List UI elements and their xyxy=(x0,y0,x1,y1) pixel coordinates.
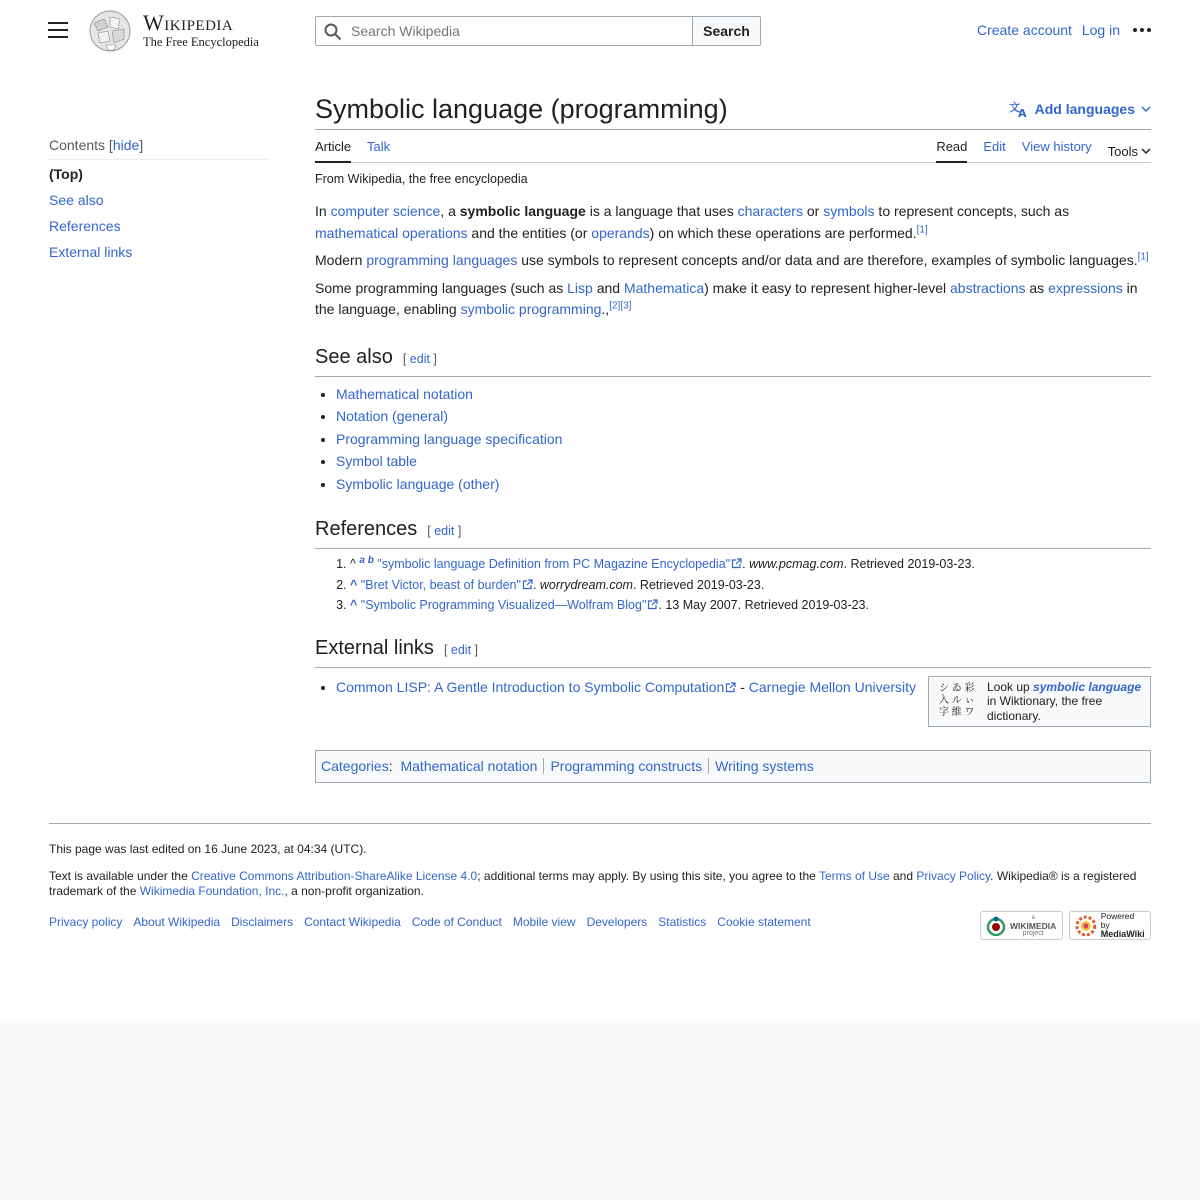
text: and xyxy=(592,279,624,296)
badge-sub: project xyxy=(1022,929,1044,937)
external-link[interactable]: Common LISP: A Gentle Introduction to Symbolic Computation xyxy=(336,678,725,695)
edit-section-link[interactable]: edit xyxy=(450,642,472,657)
add-languages-label: Add languages xyxy=(1034,101,1135,117)
license-link[interactable]: Creative Commons Attribution-ShareAlike License 4.0 xyxy=(191,869,478,883)
external-links-body xyxy=(315,676,1151,734)
footer-link-contact[interactable]: Contact Wikipedia xyxy=(304,915,401,929)
see-also-link[interactable]: Mathematical notation xyxy=(336,385,473,402)
see-also-list xyxy=(315,383,1151,496)
wordmark-title: Wikipedia xyxy=(143,10,234,35)
user-links xyxy=(971,22,1120,38)
badge-name: WIKIMEDIA xyxy=(1010,920,1057,931)
text: Some programming languages (such as xyxy=(315,279,568,296)
backlink-caret: ^ xyxy=(350,557,356,571)
text: , a xyxy=(440,203,460,219)
text: In xyxy=(315,203,331,219)
edit-section: [ edit ] xyxy=(402,351,437,366)
reference-date: . Retrieved 2019-03-23. xyxy=(843,557,975,571)
intro-paragraph-1 xyxy=(315,201,1151,244)
section-heading-external-links xyxy=(315,634,1151,668)
wikipedia-globe-logo[interactable] xyxy=(86,9,134,53)
heading-text: References xyxy=(315,518,418,540)
page-title: Symbolic language (programming) xyxy=(315,94,728,124)
intro-paragraph-3 xyxy=(315,278,1151,321)
external-link-icon xyxy=(731,558,742,569)
wikimedia-foundation-link[interactable]: Wikimedia Foundation, Inc. xyxy=(139,884,285,898)
wiktionary-logo-icon: シ ゐ 彩 入 ル ぃ 字 維 ワ xyxy=(939,682,975,718)
backlink-caret[interactable]: ^ xyxy=(350,598,358,612)
site-tagline: From Wikipedia, the free encyclopedia xyxy=(315,172,528,186)
citation-1[interactable]: [1] xyxy=(1137,251,1149,263)
footer-link-disclaimers[interactable]: Disclaimers xyxy=(231,915,294,929)
text: is a language that uses xyxy=(585,203,738,219)
powered-by-mediawiki-badge[interactable] xyxy=(1069,911,1151,940)
reference-date: . 13 May 2007. Retrieved 2019-03-23. xyxy=(658,598,869,612)
list-item xyxy=(336,450,1151,473)
log-in-link[interactable]: Log in xyxy=(1081,22,1120,38)
list-item xyxy=(336,428,1151,451)
footer-link-developers[interactable]: Developers xyxy=(586,915,648,929)
badge-line-1: Powered by xyxy=(1100,911,1135,930)
text: ) on which these operations are performed. xyxy=(649,224,917,241)
backlink-caret[interactable]: ^ xyxy=(350,577,358,592)
toc-item-see-also[interactable]: See also xyxy=(49,192,104,208)
wikimedia-logo-icon xyxy=(986,916,1006,936)
external-link-icon xyxy=(647,599,658,610)
see-also-link[interactable]: Symbolic language (other) xyxy=(336,475,500,492)
edit-section-link[interactable]: edit xyxy=(434,524,455,538)
language-icon xyxy=(1009,100,1029,118)
reference-link[interactable]: "Bret Victor, beast of burden" xyxy=(360,577,521,592)
link-characters[interactable]: characters xyxy=(737,203,803,219)
svg-text:文: 文 xyxy=(1008,101,1020,114)
link-abstractions[interactable]: abstractions xyxy=(950,279,1026,296)
chevron-down-icon xyxy=(1141,106,1151,113)
chevron-down-icon xyxy=(1141,148,1151,155)
category-link[interactable]: Mathematical notation xyxy=(400,757,538,774)
tab-view-history[interactable]: View history xyxy=(1021,139,1092,154)
reference-item: 2. ^ "Bret Victor, beast of burden" . worrydream.com. Retrieved 2019-03-23. xyxy=(350,575,1151,596)
text: to represent concepts, such as xyxy=(874,203,1070,219)
text: . Wikipedia® is a registered trademark of the xyxy=(49,869,1137,898)
bold-term: symbolic language xyxy=(459,203,586,219)
footer-link-cookie-statement[interactable]: Cookie statement xyxy=(717,915,811,929)
reference-site: www.pcmag.com xyxy=(749,557,844,571)
view-tabs xyxy=(936,139,1151,163)
reference-item xyxy=(350,595,1151,616)
search-button[interactable]: Search xyxy=(692,16,761,46)
wordmark-tagline: The Free Encyclopedia xyxy=(143,35,259,49)
wordmark[interactable] xyxy=(143,11,259,49)
separator: - xyxy=(736,678,749,695)
main-menu-icon[interactable] xyxy=(48,22,68,38)
divider xyxy=(543,758,544,774)
text: , a non-profit organization. xyxy=(284,884,424,898)
header xyxy=(0,0,1200,62)
divider xyxy=(708,758,709,774)
text: in the language, enabling xyxy=(315,279,1138,317)
svg-text:A: A xyxy=(1017,107,1027,118)
section-heading-references xyxy=(315,515,1151,549)
references-list xyxy=(315,554,1151,616)
footer-link-about[interactable]: About Wikipedia xyxy=(133,915,221,929)
link-mathematical-operations[interactable]: mathematical operations xyxy=(315,224,468,241)
categories-label[interactable]: Categories xyxy=(321,757,389,774)
tab-edit[interactable]: Edit xyxy=(983,139,1006,154)
wikimedia-badge-text xyxy=(1010,914,1056,938)
reference-site: worrydream.com xyxy=(539,577,633,592)
reference-link[interactable]: "Symbolic Programming Visualized—Wolfram Blog" xyxy=(360,598,647,612)
create-account-link[interactable]: Create account xyxy=(977,22,1072,38)
link-expressions[interactable]: expressions xyxy=(1048,279,1123,296)
backlink-b[interactable]: b xyxy=(367,554,374,566)
text: Text is available under the xyxy=(49,869,192,883)
list-item xyxy=(336,383,1151,406)
text: ., xyxy=(601,301,610,317)
text: Modern xyxy=(315,252,367,268)
link-computer-science[interactable]: computer science xyxy=(330,203,441,219)
heading-text: See also xyxy=(315,345,393,368)
text: ; additional terms may apply. By using this site, you agree to the xyxy=(477,869,819,883)
footer xyxy=(49,823,1151,939)
reference-date: . Retrieved 2019-03-23. xyxy=(632,577,765,592)
citation-1[interactable]: [1] xyxy=(916,223,928,235)
badge-line-2: MediaWiki xyxy=(1100,929,1145,939)
section-heading-see-also xyxy=(315,343,1151,377)
add-languages-button[interactable] xyxy=(1009,100,1151,118)
see-also-link[interactable]: Symbol table xyxy=(336,453,417,469)
intro-paragraph-2 xyxy=(315,250,1151,272)
link-programming-languages[interactable]: programming languages xyxy=(366,252,518,268)
table-of-contents xyxy=(49,137,268,260)
text: ) make it easy to represent higher-level xyxy=(704,279,951,296)
reference-item: 1. ^ $^{a b}$ "symbolic language Definition from PC Magazine Encyclopedia" . www.pcmag.com. Retrieved 2019-03-23. xyxy=(350,554,1151,575)
tab-talk[interactable]: Talk xyxy=(367,139,391,154)
text: use symbols to represent concepts and/or data and are therefore, examples of symbolic languages. xyxy=(517,252,1138,268)
terms-link[interactable]: Terms of Use xyxy=(818,869,890,883)
category-link[interactable]: Writing systems xyxy=(715,757,814,774)
mediawiki-badge-text xyxy=(1101,912,1145,939)
link-operands[interactable]: operands xyxy=(591,224,650,241)
text: or xyxy=(802,203,824,219)
heading-text: External links xyxy=(315,636,434,659)
badge-small: a xyxy=(1031,914,1035,921)
toc-item-external-links[interactable]: External links xyxy=(49,244,133,260)
text: Look up xyxy=(987,679,1034,694)
edit-section: [ edit ] xyxy=(427,524,462,538)
search-icon xyxy=(324,23,342,41)
toc-label: Contents xyxy=(49,137,106,153)
reference-link[interactable]: "symbolic language Definition from PC Magazine Encyclopedia" xyxy=(377,557,731,571)
link-lisp[interactable]: Lisp xyxy=(567,279,593,296)
page-tabs xyxy=(315,129,1151,163)
search-box xyxy=(315,16,693,46)
license-info xyxy=(49,869,1151,899)
wiktionary-box xyxy=(928,676,1151,727)
more-options-icon[interactable] xyxy=(1133,28,1151,32)
category-link[interactable]: Programming constructs xyxy=(550,757,703,774)
footer-link-statistics[interactable]: Statistics xyxy=(658,915,707,929)
link-symbols[interactable]: symbols xyxy=(823,203,875,219)
see-also-link[interactable]: Notation (general) xyxy=(336,408,449,424)
wiktionary-link[interactable]: symbolic language xyxy=(1033,679,1142,694)
mediawiki-logo-icon xyxy=(1075,915,1097,937)
backlink-a[interactable]: a xyxy=(359,554,365,566)
search-input[interactable] xyxy=(349,21,689,41)
list-item xyxy=(336,405,1151,428)
privacy-link[interactable]: Privacy Policy xyxy=(916,869,991,883)
footer-link-privacy[interactable]: Privacy policy xyxy=(49,915,123,929)
text: and xyxy=(889,869,917,883)
external-link-icon xyxy=(522,579,533,590)
edit-section: [ edit ] xyxy=(443,642,478,657)
footer-link-code-of-conduct[interactable]: Code of Conduct xyxy=(411,915,502,929)
footer-link-mobile-view[interactable]: Mobile view xyxy=(512,915,576,929)
cmu-link[interactable]: Carnegie Mellon University xyxy=(748,678,917,695)
citation-2-3[interactable]: [2][3] xyxy=(609,300,632,312)
tools-label: Tools xyxy=(1107,143,1138,159)
text: as xyxy=(1025,279,1049,296)
last-edited-info: This page was last edited on 16 June 2023, at 04:34 (UTC). xyxy=(49,842,367,856)
link-mathematica[interactable]: Mathematica xyxy=(623,279,705,296)
tab-article[interactable]: Article xyxy=(315,139,351,163)
text: and the entities (or xyxy=(467,224,592,241)
wikimedia-project-badge[interactable] xyxy=(980,911,1063,940)
toc-item-top[interactable]: (Top) xyxy=(49,166,83,182)
categories-box: Categories: Mathematical notation Programming constructs Writing systems xyxy=(315,750,1151,783)
toc-header: Contents [hide] xyxy=(49,137,268,160)
list-item xyxy=(336,473,1151,496)
edit-section-link[interactable]: edit xyxy=(409,351,430,366)
text: in Wiktionary, the free dictionary. xyxy=(987,694,1103,723)
tab-read[interactable]: Read xyxy=(936,139,967,163)
tools-menu[interactable] xyxy=(1108,139,1151,163)
link-symbolic-programming[interactable]: symbolic programming xyxy=(460,301,602,317)
main-content xyxy=(315,90,1151,783)
see-also-link[interactable]: Programming language specification xyxy=(336,430,563,447)
toc-hide-link[interactable]: hide xyxy=(112,137,140,153)
external-link-icon xyxy=(725,682,736,693)
toc-item-references[interactable]: References xyxy=(49,218,121,234)
